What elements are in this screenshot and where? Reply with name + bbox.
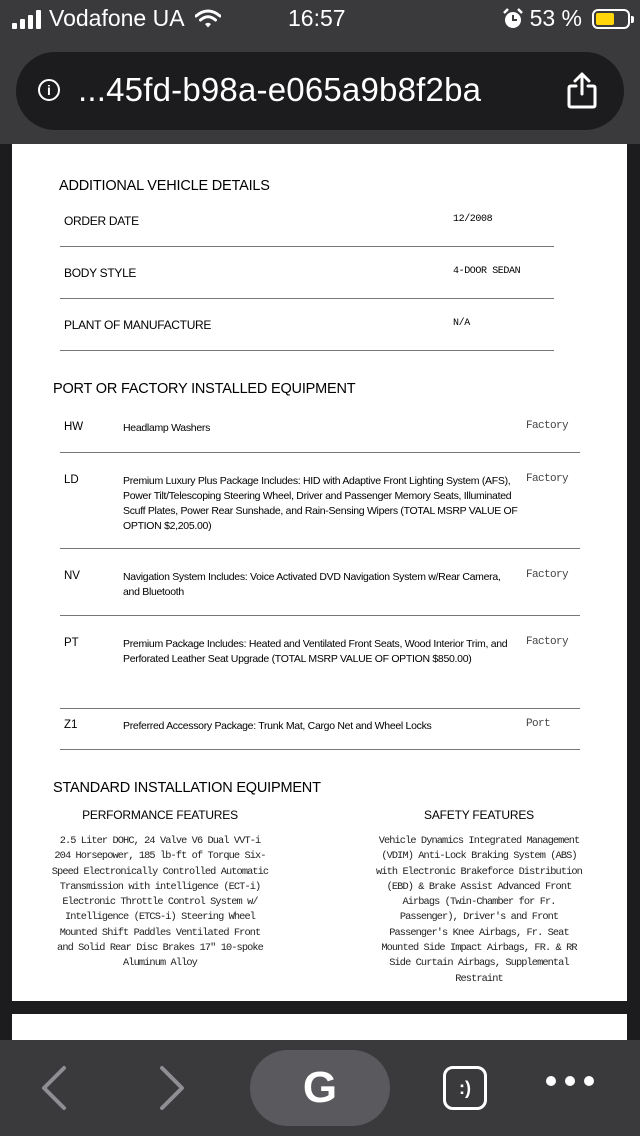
detail-value: 12/2008 bbox=[453, 214, 493, 225]
back-icon[interactable] bbox=[40, 1064, 68, 1112]
detail-label: BODY STYLE bbox=[64, 266, 137, 280]
equipment-code: NV bbox=[64, 570, 80, 582]
performance-text: 2.5 Liter DOHC, 24 Valve V6 Dual VVT-i 204 Horsepower, 185 lb-ft of Torque Six-Speed Electronically Controlled Automatic Transmission with intelligence (ECT-i) Electronic Throttle Control System w/ Intelligence (ETCS-i) Steering Wheel Mounted Shift Paddles Ventilated Front and Solid Rear Disc Brakes 17" 10-spoke Aluminum Alloy bbox=[51, 835, 269, 970]
detail-value: 4-DOOR SEDAN bbox=[453, 266, 521, 277]
equipment-code: HW bbox=[64, 421, 84, 433]
document-page bbox=[12, 144, 627, 1001]
clock: 16:57 bbox=[288, 5, 346, 31]
wifi-icon bbox=[195, 9, 221, 29]
tabs-button[interactable]: :) bbox=[443, 1066, 487, 1110]
detail-value: N/A bbox=[453, 318, 470, 329]
equipment-description: Preferred Accessory Package: Trunk Mat, Cargo Net and Wheel Locks bbox=[123, 720, 432, 732]
safety-text: Vehicle Dynamics Integrated Management (VDIM) Anti-Lock Braking System (ABS) with Electronic Brakeforce Distribution (EBD) & Brake Assist Advanced Front Airbags (Twin-Chamber for Fr. Passenger), Driver's and Front Passenger's Knee Airbags, Fr. Seat Mounted Side Impact Airbags, FR. & RR Side Curtain Airbags, Supplemental Restraint bbox=[376, 835, 582, 985]
battery-percent: 53 % bbox=[529, 5, 582, 31]
share-icon[interactable] bbox=[566, 72, 598, 110]
info-icon[interactable]: i bbox=[38, 79, 60, 101]
signal-icon bbox=[12, 9, 41, 29]
detail-row bbox=[60, 318, 554, 351]
detail-label: ORDER DATE bbox=[64, 214, 139, 228]
address-bar-area bbox=[0, 40, 640, 144]
equipment-code: Z1 bbox=[64, 719, 78, 731]
equipment-description: Premium Package Includes: Heated and Ventilated Front Seats, Wood Interior Trim, and Perforated Leather Seat Upgrade (TOTAL MSRP VALUE OF OPTION $850.00) bbox=[123, 638, 508, 665]
equipment-description: Headlamp Washers bbox=[123, 422, 211, 434]
detail-row bbox=[60, 214, 554, 247]
additional-details-title: ADDITIONAL VEHICLE DETAILS bbox=[59, 178, 270, 194]
equipment-source: Factory bbox=[526, 636, 569, 648]
equipment-code: LD bbox=[64, 474, 79, 486]
status-left bbox=[12, 5, 221, 32]
equipment-row bbox=[60, 637, 580, 709]
equipment-code: PT bbox=[64, 637, 79, 649]
carrier-name: Vodafone UA bbox=[49, 5, 185, 31]
equipment-title: PORT OR FACTORY INSTALLED EQUIPMENT bbox=[53, 381, 356, 397]
equipment-description: Navigation System Includes: Voice Activated DVD Navigation System w/Rear Camera, and Bluetooth bbox=[123, 571, 501, 598]
google-search-button[interactable]: G bbox=[250, 1050, 390, 1126]
equipment-source: Factory bbox=[526, 569, 569, 581]
performance-heading: PERFORMANCE FEATURES bbox=[82, 808, 238, 822]
more-menu-icon[interactable] bbox=[546, 1076, 594, 1086]
equipment-row bbox=[60, 719, 580, 750]
equipment-source: Factory bbox=[526, 420, 569, 432]
equipment-row bbox=[60, 474, 580, 549]
equipment-description: Premium Luxury Plus Package Includes: HID with Adaptive Front Lighting System (AFS), Power Tilt/Telescoping Steering Wheel, Driver and Passenger Memory Seats, Illuminated Scuff Plates, Power Rear Sunshade, and Rain-Sensing Wipers (TOTAL MSRP VALUE OF OPTION $2,205.00) bbox=[123, 475, 518, 532]
standard-title: STANDARD INSTALLATION EQUIPMENT bbox=[53, 780, 321, 796]
equipment-row bbox=[60, 570, 580, 616]
equipment-source: Port bbox=[526, 718, 551, 730]
status-right bbox=[502, 5, 630, 32]
battery-icon bbox=[592, 9, 630, 29]
detail-row bbox=[60, 266, 554, 299]
forward-icon[interactable] bbox=[158, 1064, 186, 1112]
equipment-row bbox=[60, 421, 580, 453]
address-bar[interactable] bbox=[16, 52, 624, 130]
alarm-icon bbox=[502, 8, 524, 30]
url-text[interactable]: ...45fd-b98a-e065a9b8f2ba bbox=[78, 71, 482, 108]
browser-toolbar bbox=[0, 1040, 640, 1136]
safety-heading: SAFETY FEATURES bbox=[424, 808, 534, 822]
detail-label: PLANT OF MANUFACTURE bbox=[64, 318, 212, 332]
status-bar bbox=[0, 0, 640, 40]
equipment-source: Factory bbox=[526, 473, 569, 485]
